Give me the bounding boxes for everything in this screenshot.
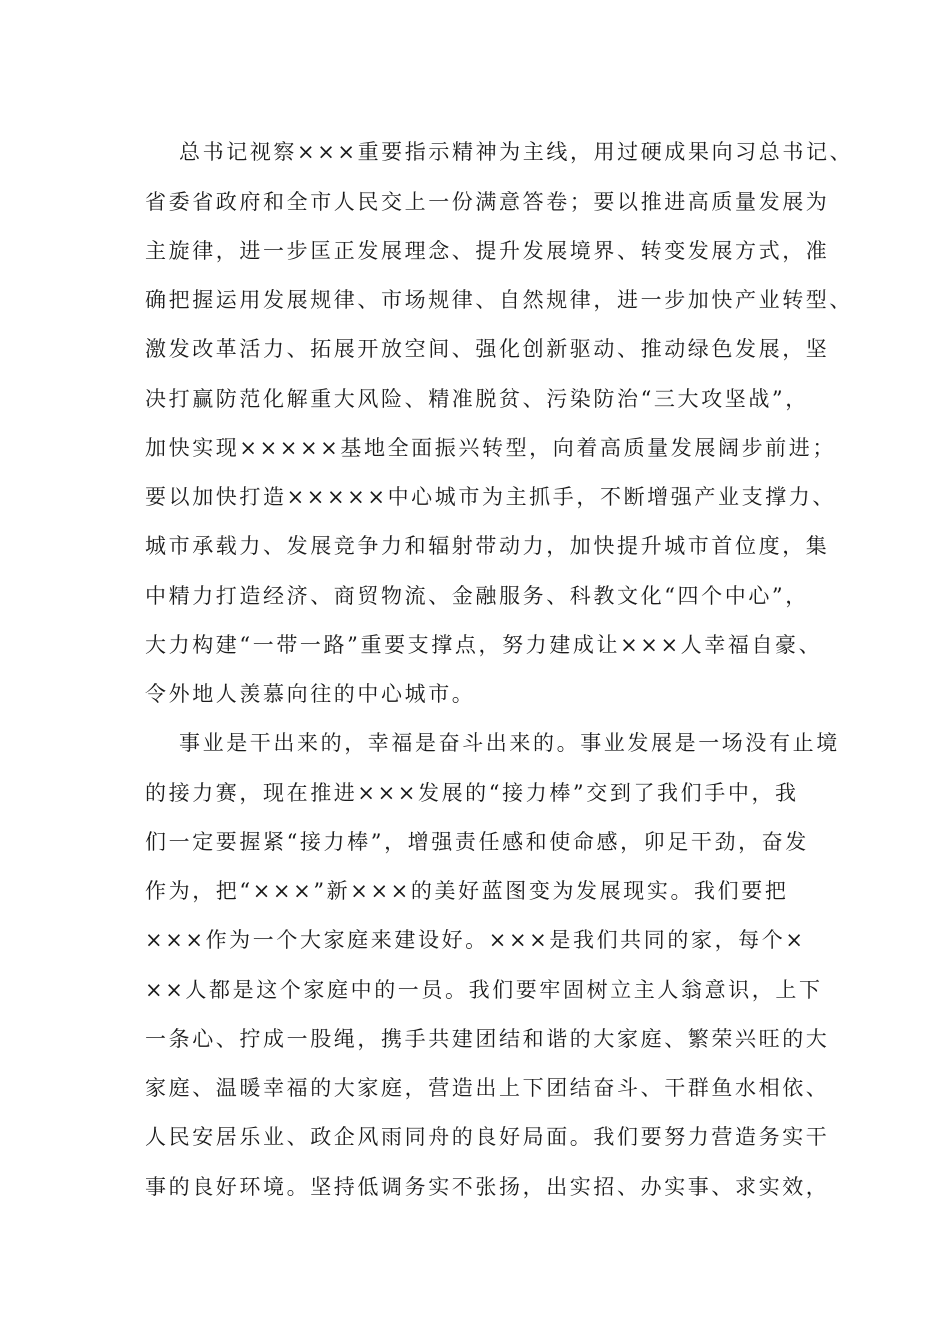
text-line: 要以加快打造×××××中心城市为主抓手，不断增强产业支撑力、 (145, 485, 836, 509)
text-line: ×××作为一个大家庭来建设好。×××是我们共同的家，每个× (145, 928, 806, 952)
text-line: 主旋律，进一步匡正发展理念、提升发展境界、转变发展方式，准 (145, 239, 830, 263)
text-line: 人民安居乐业、政企风雨同舟的良好局面。我们要努力营造务实干 (145, 1125, 830, 1149)
text-line: 事业是干出来的，幸福是奋斗出来的。事业发展是一场没有止境 (179, 731, 840, 755)
text-line: 一条心、拧成一股绳，携手共建团结和谐的大家庭、繁荣兴旺的大 (145, 1027, 830, 1051)
text-line: 事的良好环境。坚持低调务实不张扬，出实招、办实事、求实效， (145, 1175, 830, 1199)
text-line: 们一定要握紧“接力棒”，增强责任感和使命感，卯足干劲，奋发 (145, 830, 809, 854)
text-line: 作为，把“×××”新×××的美好蓝图变为发展现实。我们要把 (145, 879, 789, 903)
text-line: 的接力赛，现在推进×××发展的“接力棒”交到了我们手中，我 (145, 781, 799, 805)
text-line: 大力构建“一带一路”重要支撑点，努力建成让×××人幸福自豪、 (145, 633, 823, 657)
text-line: 决打赢防范化解重大风险、精准脱贫、污染防治“三大攻坚战”， (145, 387, 809, 411)
text-line: ××人都是这个家庭中的一员。我们要牢固树立主人翁意识，上下 (145, 978, 823, 1002)
text-line: 家庭、温暖幸福的大家庭，营造出上下团结奋斗、干群鱼水相依、 (145, 1076, 830, 1100)
text-line: 省委省政府和全市人民交上一份满意答卷；要以推进高质量发展为 (145, 190, 830, 214)
text-line: 激发改革活力、拓展开放空间、强化创新驱动、推动绿色发展，坚 (145, 337, 830, 361)
text-line: 总书记视察×××重要指示精神为主线，用过硬成果向习总书记、 (179, 140, 854, 164)
text-line: 中精力打造经济、商贸物流、金融服务、科教文化“四个中心”， (145, 584, 809, 608)
text-line: 确把握运用发展规律、市场规律、自然规律，进一步加快产业转型、 (145, 288, 853, 312)
text-line: 城市承载力、发展竞争力和辐射带动力，加快提升城市首位度，集 (145, 534, 830, 558)
text-line: 加快实现×××××基地全面振兴转型，向着高质量发展阔步前进； (145, 436, 836, 460)
text-line: 令外地人羡慕向往的中心城市。 (145, 682, 476, 706)
